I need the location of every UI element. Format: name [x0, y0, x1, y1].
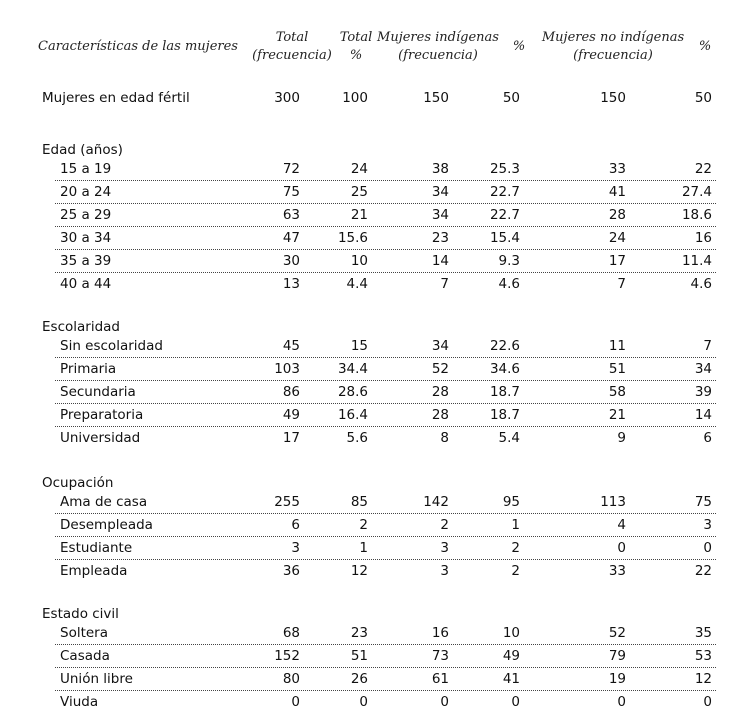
cell-indigenous-frequency: 28	[431, 407, 449, 423]
row-divider	[55, 203, 716, 204]
row-divider	[55, 667, 716, 668]
cell-nonindigenous-percent: 39	[694, 384, 712, 400]
cell-nonindigenous-percent: 34	[694, 361, 712, 377]
cell-total-frequency: 0	[291, 694, 300, 710]
row-label: Unión libre	[60, 671, 133, 687]
cell-total-percent: 10	[350, 253, 368, 269]
cell-indigenous-percent: 2	[511, 540, 520, 556]
cell-nonindigenous-percent: 75	[694, 494, 712, 510]
cell-indigenous-frequency: 34	[431, 207, 449, 223]
cell-indigenous-percent: 18.7	[489, 384, 520, 400]
row-label: Preparatoria	[60, 407, 144, 423]
cell-indigenous-percent: 18.7	[489, 407, 520, 423]
cell-indigenous-frequency: 28	[431, 384, 449, 400]
cell-total-frequency: 72	[282, 161, 300, 177]
row-label: 35 a 39	[60, 253, 112, 269]
cell-nonindigenous-frequency: 52	[608, 625, 626, 641]
header-total-frequency-line1: Total	[275, 30, 309, 45]
cell-indigenous-frequency: 34	[431, 184, 449, 200]
cell-indigenous-frequency: 52	[431, 361, 449, 377]
cell-nonindigenous-frequency: 9	[617, 430, 626, 446]
cell-total-percent: 2	[359, 517, 368, 533]
cell-nonindigenous-frequency: 51	[608, 361, 626, 377]
cell-indigenous-percent: 41	[502, 671, 520, 687]
cell-total-percent: 5.6	[346, 430, 368, 446]
header-total-frequency-line2: (frecuencia)	[252, 48, 332, 63]
cell-indigenous-frequency: 16	[431, 625, 449, 641]
row-label: 30 a 34	[60, 230, 112, 246]
cell-indigenous-frequency: 8	[440, 430, 449, 446]
cell-indigenous-frequency: 61	[431, 671, 449, 687]
header-total-frequency	[250, 29, 334, 65]
cell-nonindigenous-frequency: 41	[608, 184, 626, 200]
section-title: Ocupación	[42, 475, 114, 491]
row-divider	[55, 403, 716, 404]
cell-total-percent: 100	[342, 90, 368, 106]
cell-total-percent: 0	[359, 694, 368, 710]
row-divider	[55, 380, 716, 381]
cell-total-frequency: 152	[274, 648, 300, 664]
cell-indigenous-percent: 4.6	[498, 276, 520, 292]
cell-total-percent: 4.4	[346, 276, 368, 292]
section-title: Edad (años)	[42, 142, 123, 158]
row-divider	[55, 559, 716, 560]
cell-indigenous-frequency: 142	[423, 494, 449, 510]
row-label: 25 a 29	[60, 207, 112, 223]
header-indigenous-percent: %	[512, 39, 526, 54]
cell-indigenous-frequency: 38	[431, 161, 449, 177]
header-indigenous-frequency-line1: Mujeres indígenas	[377, 30, 499, 45]
summary-label: Mujeres en edad fértil	[42, 90, 190, 106]
row-divider	[55, 690, 716, 691]
cell-nonindigenous-frequency: 7	[617, 276, 626, 292]
cell-nonindigenous-percent: 0	[703, 540, 712, 556]
cell-indigenous-percent: 49	[502, 648, 520, 664]
cell-nonindigenous-frequency: 58	[608, 384, 626, 400]
header-total-percent-line2: %	[349, 48, 363, 63]
cell-indigenous-percent: 22.6	[489, 338, 520, 354]
cell-total-frequency: 300	[274, 90, 300, 106]
header-total-percent	[334, 29, 378, 65]
cell-total-percent: 21	[350, 207, 368, 223]
cell-total-percent: 15.6	[337, 230, 368, 246]
cell-indigenous-percent: 95	[502, 494, 520, 510]
cell-nonindigenous-frequency: 79	[608, 648, 626, 664]
cell-total-percent: 85	[350, 494, 368, 510]
cell-total-frequency: 36	[282, 563, 300, 579]
row-label: Desempleada	[60, 517, 153, 533]
cell-total-frequency: 103	[274, 361, 300, 377]
cell-total-frequency: 47	[282, 230, 300, 246]
cell-nonindigenous-percent: 35	[694, 625, 712, 641]
cell-nonindigenous-frequency: 0	[617, 540, 626, 556]
row-label: Casada	[60, 648, 110, 664]
row-divider	[55, 180, 716, 181]
row-label: Secundaria	[60, 384, 136, 400]
cell-total-percent: 15	[350, 338, 368, 354]
cell-total-percent: 23	[350, 625, 368, 641]
cell-nonindigenous-percent: 53	[694, 648, 712, 664]
cell-total-percent: 1	[359, 540, 368, 556]
row-divider	[55, 513, 716, 514]
header-characteristics: Características de las mujeres	[38, 39, 238, 54]
cell-nonindigenous-frequency: 4	[617, 517, 626, 533]
cell-total-frequency: 255	[274, 494, 300, 510]
cell-indigenous-frequency: 34	[431, 338, 449, 354]
row-divider	[55, 536, 716, 537]
cell-indigenous-frequency: 3	[440, 563, 449, 579]
cell-nonindigenous-frequency: 24	[608, 230, 626, 246]
cell-total-frequency: 30	[282, 253, 300, 269]
cell-total-frequency: 17	[282, 430, 300, 446]
cell-total-percent: 24	[350, 161, 368, 177]
cell-nonindigenous-frequency: 28	[608, 207, 626, 223]
row-label: 20 a 24	[60, 184, 112, 200]
cell-indigenous-frequency: 0	[440, 694, 449, 710]
row-label: Primaria	[60, 361, 117, 377]
cell-nonindigenous-frequency: 21	[608, 407, 626, 423]
cell-nonindigenous-percent: 6	[703, 430, 712, 446]
cell-total-frequency: 13	[282, 276, 300, 292]
row-label: 40 a 44	[60, 276, 112, 292]
cell-indigenous-percent: 10	[502, 625, 520, 641]
cell-indigenous-percent: 34.6	[489, 361, 520, 377]
cell-nonindigenous-frequency: 19	[608, 671, 626, 687]
cell-nonindigenous-frequency: 11	[608, 338, 626, 354]
cell-total-frequency: 86	[282, 384, 300, 400]
cell-nonindigenous-percent: 11.4	[681, 253, 712, 269]
row-divider	[55, 644, 716, 645]
cell-nonindigenous-percent: 18.6	[681, 207, 712, 223]
cell-total-percent: 26	[350, 671, 368, 687]
cell-total-frequency: 63	[282, 207, 300, 223]
cell-nonindigenous-frequency: 113	[600, 494, 626, 510]
cell-indigenous-percent: 15.4	[489, 230, 520, 246]
cell-total-percent: 34.4	[337, 361, 368, 377]
cell-nonindigenous-percent: 27.4	[681, 184, 712, 200]
section-title: Escolaridad	[42, 319, 120, 335]
row-label: Soltera	[60, 625, 109, 641]
row-divider	[55, 226, 716, 227]
cell-indigenous-percent: 25.3	[489, 161, 520, 177]
cell-indigenous-percent: 50	[502, 90, 520, 106]
cell-nonindigenous-frequency: 0	[617, 694, 626, 710]
row-label: Ama de casa	[60, 494, 148, 510]
cell-indigenous-frequency: 150	[423, 90, 449, 106]
cell-total-percent: 28.6	[337, 384, 368, 400]
cell-total-frequency: 49	[282, 407, 300, 423]
cell-total-frequency: 45	[282, 338, 300, 354]
cell-indigenous-frequency: 7	[440, 276, 449, 292]
row-divider	[55, 272, 716, 273]
cell-total-percent: 12	[350, 563, 368, 579]
cell-indigenous-frequency: 2	[440, 517, 449, 533]
header-nonindigenous-frequency	[538, 29, 688, 65]
cell-nonindigenous-frequency: 33	[608, 161, 626, 177]
cell-indigenous-percent: 22.7	[489, 207, 520, 223]
row-label: Viuda	[60, 694, 99, 710]
cell-total-frequency: 3	[291, 540, 300, 556]
header-indigenous-frequency-line2: (frecuencia)	[398, 48, 478, 63]
cell-nonindigenous-percent: 50	[694, 90, 712, 106]
cell-nonindigenous-percent: 14	[694, 407, 712, 423]
row-divider	[55, 357, 716, 358]
cell-nonindigenous-percent: 7	[703, 338, 712, 354]
cell-total-frequency: 80	[282, 671, 300, 687]
cell-nonindigenous-percent: 3	[703, 517, 712, 533]
cell-total-frequency: 6	[291, 517, 300, 533]
cell-nonindigenous-frequency: 33	[608, 563, 626, 579]
cell-nonindigenous-frequency: 150	[600, 90, 626, 106]
row-label: 15 a 19	[60, 161, 112, 177]
cell-nonindigenous-frequency: 17	[608, 253, 626, 269]
cell-indigenous-frequency: 3	[440, 540, 449, 556]
cell-total-percent: 16.4	[337, 407, 368, 423]
header-nonindigenous-percent: %	[698, 39, 712, 54]
cell-nonindigenous-percent: 22	[694, 161, 712, 177]
header-indigenous-frequency	[377, 29, 499, 65]
header-nonindigenous-frequency-line1: Mujeres no indígenas	[541, 30, 685, 45]
cell-total-frequency: 75	[282, 184, 300, 200]
cell-total-percent: 51	[350, 648, 368, 664]
cell-indigenous-percent: 1	[511, 517, 520, 533]
row-label: Estudiante	[60, 540, 133, 556]
cell-nonindigenous-percent: 16	[694, 230, 712, 246]
cell-indigenous-percent: 0	[511, 694, 520, 710]
section-title: Estado civil	[42, 606, 119, 622]
row-label: Sin escolaridad	[60, 338, 163, 354]
cell-indigenous-percent: 2	[511, 563, 520, 579]
cell-indigenous-percent: 9.3	[498, 253, 520, 269]
cell-indigenous-frequency: 23	[431, 230, 449, 246]
cell-total-frequency: 68	[282, 625, 300, 641]
row-label: Empleada	[60, 563, 128, 579]
cell-nonindigenous-percent: 12	[694, 671, 712, 687]
header-nonindigenous-frequency-line2: (frecuencia)	[573, 48, 653, 63]
header-total-percent-line1: Total	[339, 30, 373, 45]
cell-nonindigenous-percent: 4.6	[690, 276, 712, 292]
cell-indigenous-percent: 5.4	[498, 430, 520, 446]
row-divider	[55, 249, 716, 250]
cell-nonindigenous-percent: 0	[703, 694, 712, 710]
cell-nonindigenous-percent: 22	[694, 563, 712, 579]
cell-total-percent: 25	[350, 184, 368, 200]
row-label: Universidad	[60, 430, 141, 446]
cell-indigenous-frequency: 73	[431, 648, 449, 664]
cell-indigenous-frequency: 14	[431, 253, 449, 269]
row-divider	[55, 426, 716, 427]
cell-indigenous-percent: 22.7	[489, 184, 520, 200]
